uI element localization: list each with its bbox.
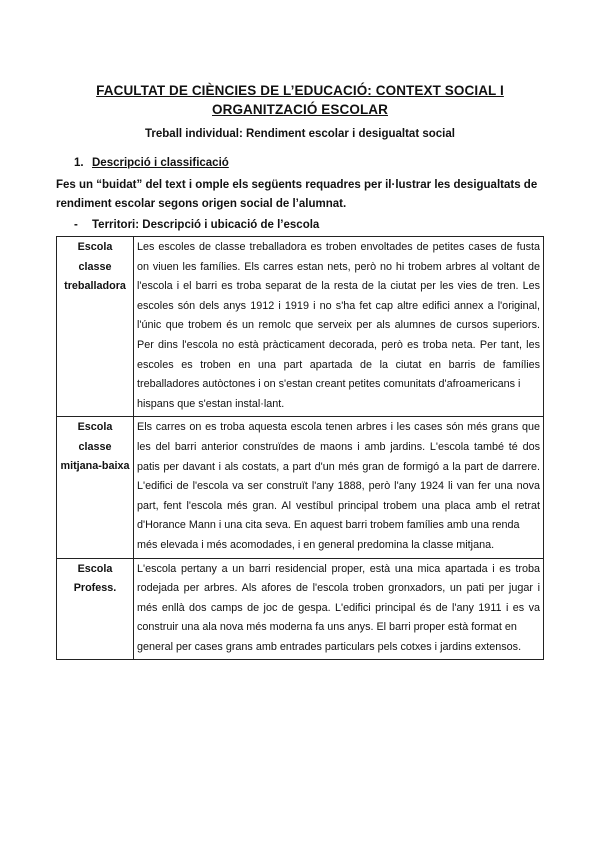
- title-line-1: FACULTAT DE CIÈNCIES DE L’EDUCACIÓ: CONTEXT SOCIAL I: [96, 83, 504, 98]
- bullet-item: [74, 219, 319, 231]
- row-description-tail: hispans que s'estan instal·lant.: [137, 397, 285, 410]
- intro-paragraph: Fes un “buidat” del text i omple els següents requadres per il·lustrar les desigualtats de rendiment escolar segons origen social de l’alumnat.: [56, 179, 538, 210]
- table-row: [57, 417, 544, 558]
- row-description: [134, 558, 544, 660]
- bullet-dash: -: [74, 219, 78, 231]
- table-row: [57, 558, 544, 660]
- row-label: Escola classe mitjana-baixa: [57, 417, 134, 558]
- row-description-text: Les escoles de classe treballadora es troben envoltades de petites cases de fusta on viuen les famílies. Els carres estan nets, però no hi trobem arbres al voltant de l'escola i el barri es troba separat de la resta de la ciutat per les vies de tren. Les escoles són dels anys 1912 i 1919 i no s'ha fet cap altre edifici annex a l'original, l'únic que trobem és un remolc que serveix per als alumnes de cursos superiors. Per dins l'escola no està pràcticament decorada, però es troba neta. Per tant, les escoles es troben en una part apartada de la ciutat en barris de famílies treballadores autòctones i on s'estan creant petites comunitats d'afroamericans i: [137, 241, 540, 391]
- table-row: [57, 237, 544, 417]
- school-table: [56, 236, 544, 660]
- row-description-text: L'escola pertany a un barri residencial proper, està una mica apartada i es troba rodejada per arbres. Als afores de l'escola troben gronxadors, un pati per jugar i més enllà dos camps de joc de gespa. L'edifici principal és de l'any 1911 i es va construir una ala nova més moderna fa uns anys. El barri proper està format en: [137, 562, 540, 634]
- document-subtitle: Treball individual: Rendiment escolar i desigualtat social: [145, 128, 455, 140]
- row-description-tail: general per cases grans amb entrades particulars pels cotxes i jardins extensos.: [137, 640, 522, 653]
- section-title: Descripció i classificació: [92, 157, 229, 169]
- row-label: Escola Profess.: [57, 558, 134, 660]
- document-title: [60, 81, 540, 119]
- row-description: [134, 237, 544, 417]
- row-description: [134, 417, 544, 558]
- row-description-text: Els carres on es troba aquesta escola tenen arbres i les cases són més grans que les del barri anterior construïdes de maons i amb jardins. L'escola també té dos patis per davant i als costats, a part d'un més gran de formigó a la part de darrere. L'edifici de l'escola va ser construït l'any 1888, però l'any 1924 li van fer una nova part, fent l'escola més gran. Al vestíbul principal trobem una placa amb el retrat d'Horance Mann i una cita seva. En aquest barri trobem famílies amb una renda: [137, 421, 540, 532]
- row-label: Escola classe treballadora: [57, 237, 134, 417]
- row-description-tail: més elevada i més acomodades, i en general predomina la classe mitjana.: [137, 538, 495, 551]
- section-heading: [74, 157, 229, 169]
- section-number: 1.: [74, 157, 84, 169]
- bullet-text: Territori: Descripció i ubicació de l’escola: [92, 219, 320, 231]
- title-line-2: ORGANITZACIÓ ESCOLAR: [212, 102, 388, 117]
